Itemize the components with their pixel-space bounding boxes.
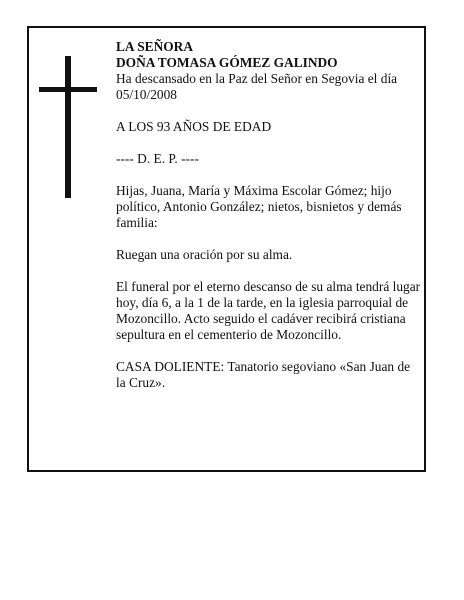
family-paragraph: Hijas, Juana, María y Máxima Escolar Gómez; hijo político, Antonio González; nietos, bisnietos y demás familia: <box>116 183 402 230</box>
rip-line: ---- D. E. P. ---- <box>116 151 199 166</box>
mourning-house: CASA DOLIENTE: Tanatorio segoviano «San Juan de la Cruz». <box>116 359 411 390</box>
funeral-paragraph: El funeral por el eterno descanso de su alma tendrá lugar hoy, día 6, a la 1 de la tarde, en la iglesia parroquial de Mozoncillo. Acto seguido el cadáver recibirá cristiana sepultura en el cementerio de Mozoncillo. <box>116 279 421 342</box>
prayer-request: Ruegan una oración por su alma. <box>116 247 293 262</box>
latin-cross-icon <box>39 56 97 198</box>
obituary-notice <box>27 26 426 472</box>
cross-vertical-bar <box>65 56 71 198</box>
notice-text <box>116 39 421 391</box>
cross-horizontal-bar <box>39 87 97 92</box>
age-statement: A LOS 93 AÑOS DE EDAD <box>116 119 272 134</box>
death-statement: Ha descansado en la Paz del Señor en Segovia el día 05/10/2008 <box>116 71 398 102</box>
deceased-name: DOÑA TOMASA GÓMEZ GALINDO <box>116 55 338 70</box>
honorific: LA SEÑORA <box>116 39 194 54</box>
